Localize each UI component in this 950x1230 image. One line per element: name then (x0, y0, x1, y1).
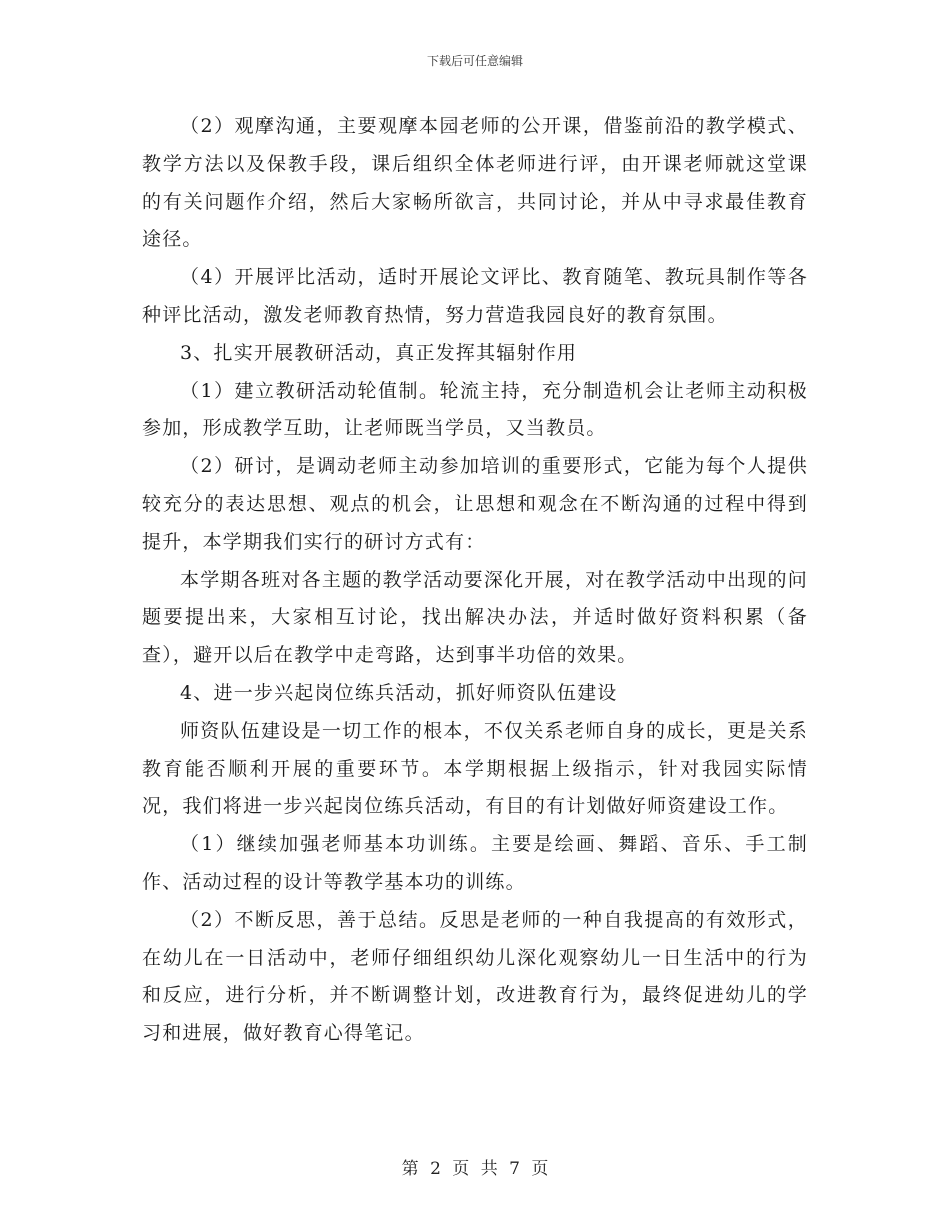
paragraph-rotation: （1）建立教研活动轮值制。轮流主持，充分制造机会让老师主动积极参加，形成教学互助，让老师既当学员，又当教员。 (142, 379, 808, 440)
paragraph-reflection: （2）不断反思，善于总结。反思是老师的一种自我提高的有效形式，在幼儿在一日活动中，老师仔细组织幼儿深化观察幼儿一日生活中的行为和反应，进行分析，并不断调整计划，改进教育行为，最终促进幼儿的学习和进展，做好教育心得笔记。 (142, 908, 808, 1045)
paragraph-competition: （4）开展评比活动，适时开展论文评比、教育随笔、教玩具制作等各种评比活动，激发老师教育热情，努力营造我园良好的教育氛围。 (142, 266, 808, 326)
paragraph-discussion: （2）研讨，是调动老师主动参加培训的重要形式，它能为每个人提供较充分的表达思想、观点的机会，让思想和观念在不断沟通的过程中得到提升，本学期我们实行的研讨方式有： (142, 455, 808, 553)
page-header: 下载后可任意编辑 (426, 54, 523, 68)
heading-training: 4、进一步兴起岗位练兵活动，抓好师资队伍建设 (180, 681, 618, 704)
document-body (142, 108, 808, 1053)
heading-research: 3、扎实开展教研活动，真正发挥其辐射作用 (180, 341, 578, 364)
page-number: 第 2 页 共 7 页 (401, 1159, 549, 1179)
paragraph-basic-skills: （1）继续加强老师基本功训练。主要是绘画、舞蹈、音乐、手工制作、活动过程的设计等教学基本功的训练。 (142, 833, 808, 893)
paragraph-team-building: 师资队伍建设是一切工作的根本，不仅关系老师自身的成长，更是关系教育能否顺利开展的重要环节。本学期根据上级指示，针对我园实际情况，我们将进一步兴起岗位练兵活动，有目的有计划做好师资建设工作。 (142, 719, 808, 818)
paragraph-class-activity: 本学期各班对各主题的教学活动要深化开展，对在教学活动中出现的问题要提出来，大家相互讨论，找出解决办法，并适时做好资料积累（备查），避开以后在教学中走弯路，达到事半功倍的效果。 (142, 568, 808, 667)
paragraph-observation: （2）观摩沟通，主要观摩本园老师的公开课，借鉴前沿的教学模式、教学方法以及保教手段，课后组织全体老师进行评，由开课老师就这堂课的有关问题作介绍，然后大家畅所欲言，共同讨论，并从中寻求最佳教育途径。 (142, 115, 808, 251)
